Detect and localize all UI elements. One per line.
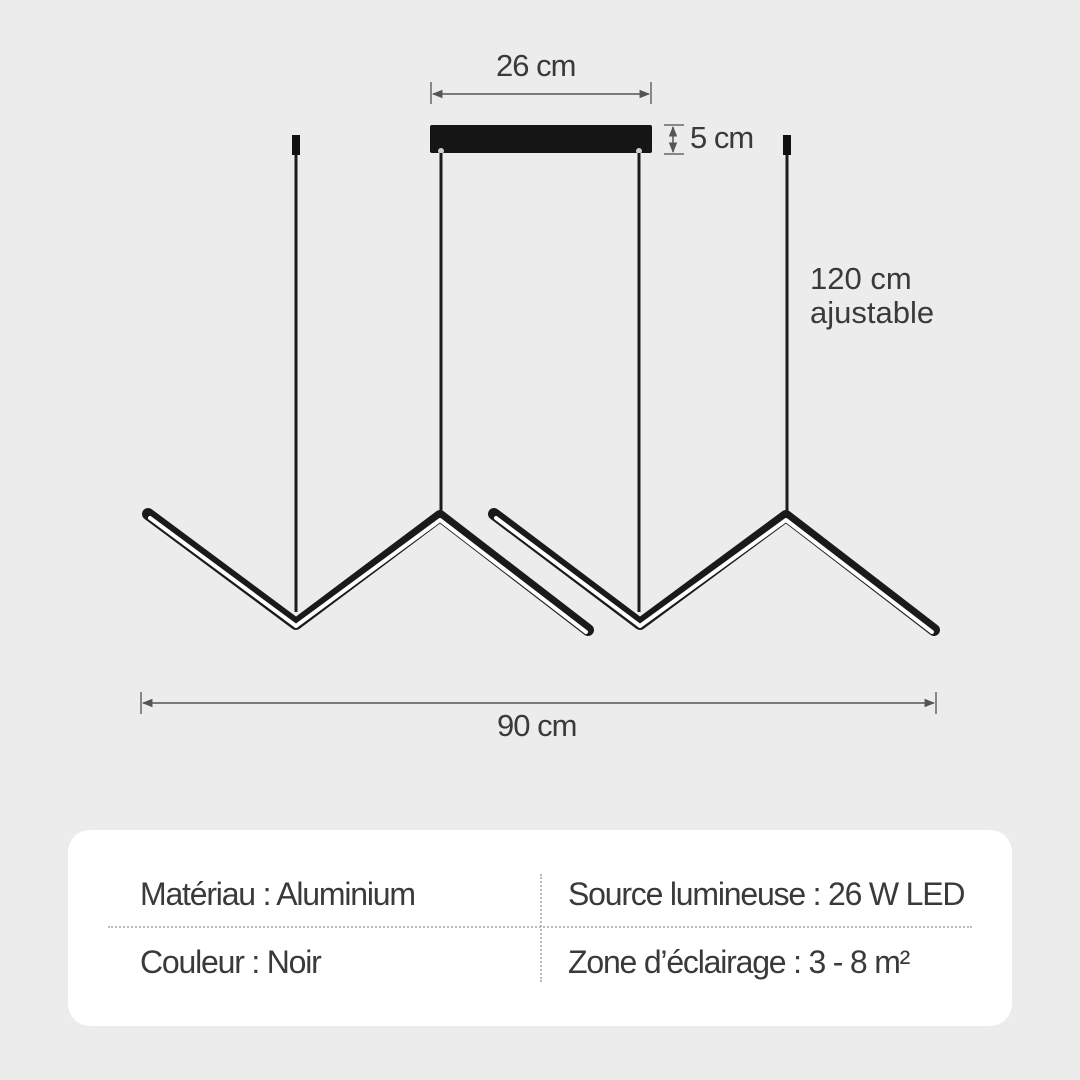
spec-color: Couleur : Noir	[140, 944, 321, 980]
ceiling-canopy	[430, 125, 652, 153]
cable-length-value: 120 cm	[810, 261, 912, 296]
spec-light-source: Source lumineuse : 26 W LED	[568, 876, 965, 912]
total-width-label: 90 cm	[497, 708, 577, 743]
cable-length-note: ajustable	[810, 295, 935, 330]
vertical-divider	[540, 874, 542, 982]
canopy-width-label: 26 cm	[496, 48, 576, 83]
canopy-height-dimension	[664, 125, 684, 154]
cable-length-label	[810, 262, 934, 330]
canopy-width-dimension	[431, 82, 651, 104]
spec-material: Matériau : Aluminium	[140, 876, 415, 912]
canopy-height-label: 5 cm	[690, 120, 754, 155]
spec-lighting-area: Zone d’éclairage : 3 - 8 m²	[568, 944, 910, 980]
specifications-card	[68, 830, 1012, 1026]
